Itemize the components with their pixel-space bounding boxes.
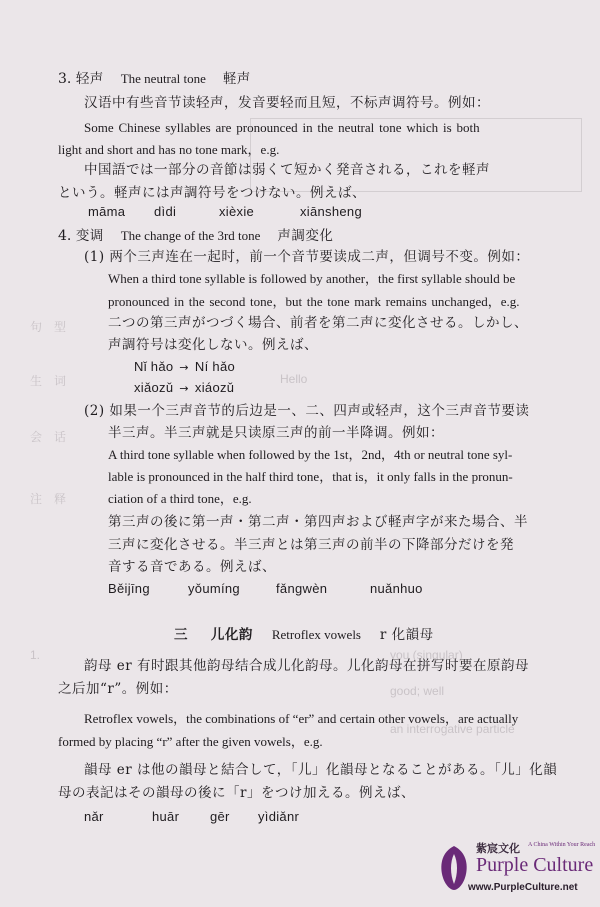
section-er-jp-line: 母の表記はその韻母の後に「r」をつけ加える。例えば、 bbox=[58, 785, 415, 801]
section-3-zh: 汉语中有些音节读轻声，发音要轻而且短，不标声调符号。例如： bbox=[84, 95, 490, 111]
show-through-text: Hello bbox=[280, 372, 308, 386]
pinyin-example: māma bbox=[88, 204, 126, 219]
section-er-heading bbox=[174, 626, 434, 644]
pinyin-example: fǎngwèn bbox=[276, 581, 328, 596]
show-through-text: an interrogative particle bbox=[390, 722, 515, 736]
pinyin-example: Běijīng bbox=[108, 581, 150, 596]
section-3-en-line: light and short and has no tone mark，e.g. bbox=[58, 142, 280, 157]
logo-tagline: A China Within Your Reach bbox=[528, 842, 596, 848]
pinyin-example: gēr bbox=[210, 809, 230, 824]
item-2-en-line: lable is pronounced in the half third tone，that is，it only falls in the pronun- bbox=[108, 469, 513, 484]
section-title-cn: 儿化韵 bbox=[210, 627, 253, 643]
logo-cn-text: 紫宸文化 bbox=[476, 843, 520, 855]
section-title-en: Retroflex vowels bbox=[271, 627, 361, 642]
item-marker: (2) bbox=[84, 403, 105, 419]
pinyin-example-row bbox=[84, 808, 299, 826]
purple-culture-logo bbox=[436, 838, 596, 900]
section-number: 4. bbox=[58, 228, 72, 244]
item-2-jp-line: 三声に変化させる。半三声とは第三声の前半の下降部分だけを発 bbox=[108, 537, 514, 553]
section-3-en-line: Some Chinese syllables are pronounced in the neutral tone which is both bbox=[84, 120, 480, 135]
logo-brand-text: Purple Culture bbox=[476, 854, 594, 876]
tone-change-example: xiǎozǔ → xiáozǔ bbox=[134, 380, 235, 395]
item-2-zh: (2) 如果一个三声音节的后边是一、二、四声或轻声，这个三声音节要读 bbox=[84, 403, 530, 419]
arrow-icon: → bbox=[179, 361, 189, 374]
pinyin-example-row bbox=[88, 203, 362, 221]
pinyin-example: yìdiǎnr bbox=[258, 809, 300, 824]
show-through-text: 生 词 bbox=[30, 374, 67, 388]
section-title-jp: 声調変化 bbox=[277, 228, 334, 244]
logo-url-text: www.PurpleCulture.net bbox=[468, 882, 578, 893]
pinyin-example: nuǎnhuo bbox=[370, 581, 423, 596]
item-1-jp-line: 二つの第三声がつづく場合、前者を第二声に変化させる。しかし、 bbox=[108, 315, 528, 331]
section-3-jp-line: という。軽声には声調符号をつけない。例えば、 bbox=[58, 185, 366, 201]
section-title-cn: 变调 bbox=[75, 228, 104, 244]
section-title-jp: 軽声 bbox=[222, 71, 251, 87]
section-er-zh-line: 韵母 er 有时跟其他韵母结合成儿化韵母。儿化韵母在拼写时要在原韵母 bbox=[84, 658, 530, 674]
tone-change-example: Nǐ hǎo → Ní hǎo bbox=[134, 359, 236, 374]
show-through-text: 会 话 bbox=[30, 430, 67, 444]
item-2-en-line: A third tone syllable when followed by the 1st，2nd，4th or neutral tone syl- bbox=[108, 447, 513, 462]
item-1-zh: (1) 两个三声连在一起时，前一个音节要读成二声，但调号不变。例如： bbox=[84, 249, 530, 265]
pinyin-example: yǒumíng bbox=[188, 581, 240, 596]
section-er-zh-line: 之后加“r”。例如： bbox=[58, 681, 178, 697]
pinyin-example: huār bbox=[152, 809, 180, 824]
section-title-jp: r 化韻母 bbox=[379, 627, 434, 643]
pinyin-example-row bbox=[108, 580, 423, 598]
section-4-heading bbox=[58, 227, 333, 245]
section-er-en-line: Retroflex vowels，the combinations of “er” and certain other vowels，are actually bbox=[84, 711, 519, 726]
section-number: 三 bbox=[174, 627, 188, 643]
purple-culture-emblem-icon bbox=[436, 844, 472, 892]
pinyin-example: dìdi bbox=[154, 204, 177, 219]
show-through-text: 1. bbox=[30, 648, 41, 662]
show-through-text: 注 释 bbox=[30, 492, 67, 506]
item-1-en-line: When a third tone syllable is followed by another，the first syllable should be bbox=[108, 271, 516, 286]
section-er-jp-line: 韻母 er は他の韻母と結合して，「儿」化韻母となることがある。「儿」化韻 bbox=[84, 762, 558, 778]
section-title-en: The neutral tone bbox=[120, 71, 206, 86]
item-2-en-line: ciation of a third tone，e.g. bbox=[108, 491, 252, 506]
pinyin-example: xiānsheng bbox=[300, 204, 362, 219]
item-1-en-line: pronounced in the second tone，but the tone mark remains unchanged，e.g. bbox=[108, 294, 520, 309]
item-1-jp-line: 声調符号は変化しない。例えば、 bbox=[108, 337, 318, 353]
section-number: 3. bbox=[58, 71, 72, 87]
section-3-heading bbox=[58, 70, 251, 88]
section-title-cn: 轻声 bbox=[75, 71, 104, 87]
show-through-text: you (singular) bbox=[390, 648, 463, 662]
show-through-text: 句 型 bbox=[30, 320, 67, 334]
item-marker: (1) bbox=[84, 249, 105, 265]
arrow-icon: → bbox=[179, 382, 189, 395]
item-2-jp-line: 音する音である。例えば、 bbox=[108, 559, 276, 575]
pinyin-example: nǎr bbox=[84, 809, 104, 824]
section-3-jp-line: 中国語では一部分の音節は弱くて短かく発音される，これを軽声 bbox=[84, 162, 490, 178]
section-er-en-line: formed by placing “r” after the given vowels，e.g. bbox=[58, 734, 323, 749]
show-through-text: good; well bbox=[390, 684, 445, 698]
section-title-en: The change of the 3rd tone bbox=[120, 228, 261, 243]
item-2-zh-line: 半三声。半三声就是只读原三声的前一半降调。例如： bbox=[108, 425, 444, 441]
item-2-jp-line: 第三声の後に第一声・第二声・第四声および軽声字が来た場合、半 bbox=[108, 514, 528, 530]
pinyin-example: xièxie bbox=[219, 204, 255, 219]
